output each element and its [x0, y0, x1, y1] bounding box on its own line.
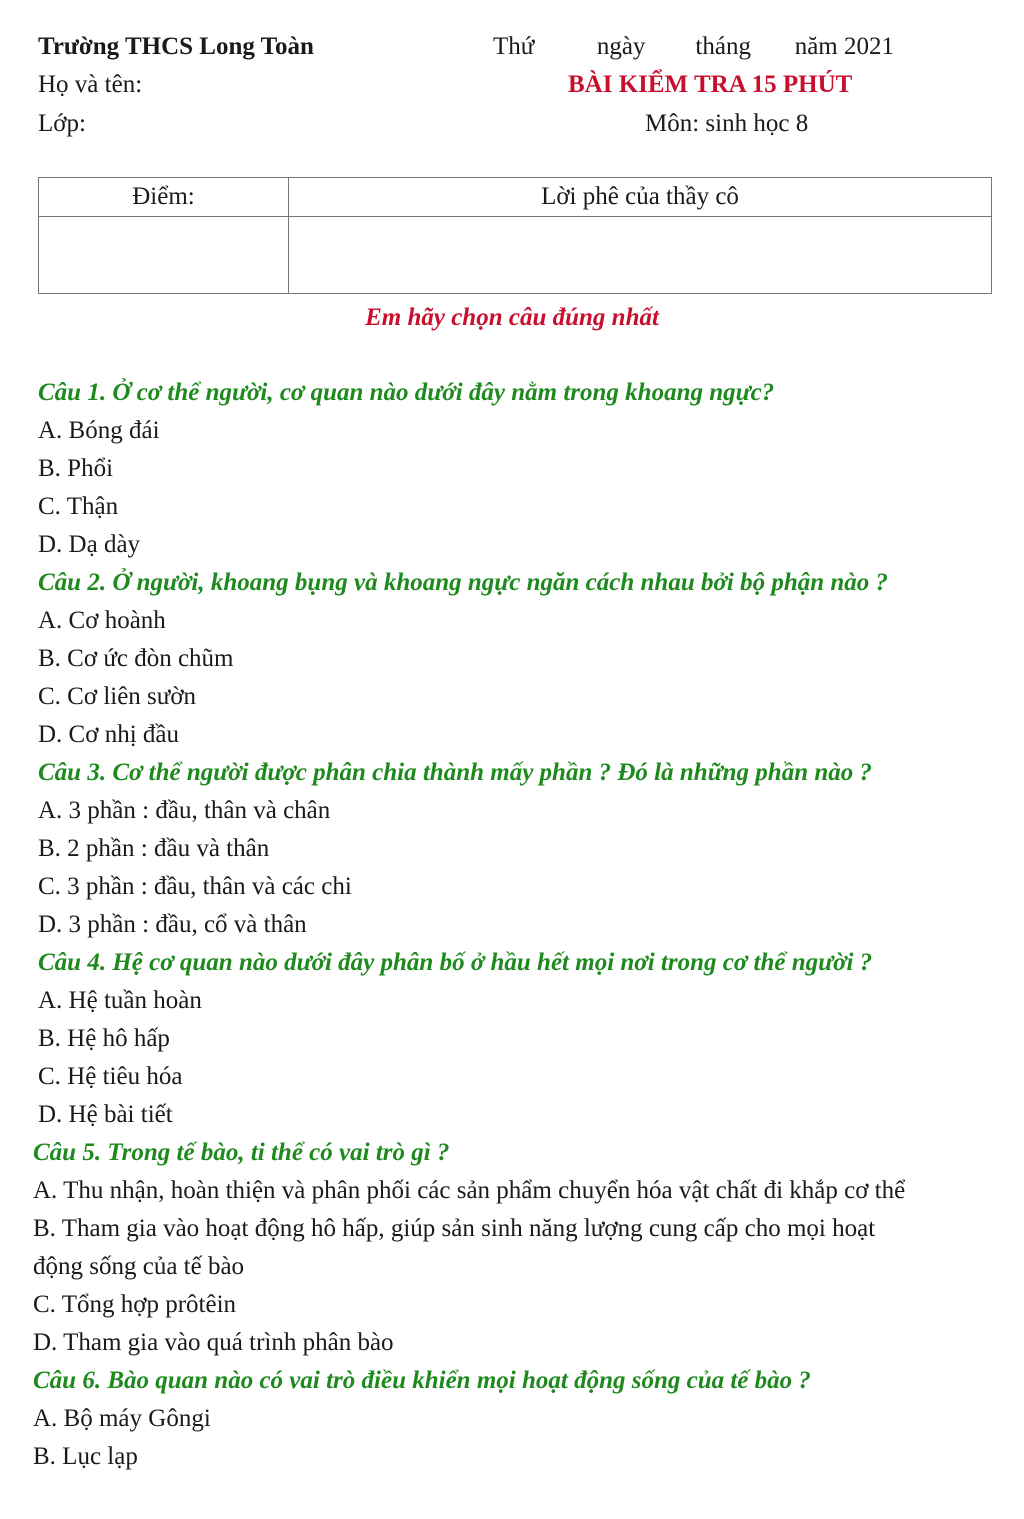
question-text: Câu 4. Hệ cơ quan nào dưới đây phân bố ở hầu hết mọi nơi trong cơ thể người ?	[38, 949, 873, 976]
answer-option: A. Hệ tuần hoàn	[38, 987, 202, 1014]
answer-option: A. Thu nhận, hoàn thiện và phân phối các sản phẩm chuyển hóa vật chất đi khắp cơ thể	[33, 1177, 906, 1204]
answer-option: A. Bộ máy Gôngi	[33, 1405, 211, 1432]
question-block	[38, 754, 1004, 944]
answer-option: B. Lục lạp	[33, 1443, 138, 1470]
grade-table	[38, 177, 992, 294]
question-block	[38, 564, 1004, 754]
question-block	[38, 374, 1004, 564]
answer-option: A. 3 phần : đầu, thân và chân	[38, 797, 331, 824]
question-block	[33, 1362, 1004, 1476]
name-label: Họ và tên:	[38, 71, 143, 98]
instruction: Em hãy chọn câu đúng nhất	[365, 304, 659, 331]
date-line: Thứ ngày tháng năm 2021	[493, 33, 895, 60]
answer-option: D. 3 phần : đầu, cổ và thân	[38, 911, 307, 938]
answer-option-continuation: động sống của tế bào	[33, 1253, 245, 1280]
comment-cell	[289, 217, 992, 294]
question-text: Câu 5. Trong tế bào, ti thể có vai trò gì ?	[33, 1139, 450, 1166]
header-row-1	[38, 28, 998, 66]
grade-table-body	[39, 217, 992, 294]
comment-header: Lời phê của thầy cô	[289, 178, 992, 217]
answer-option: C. Cơ liên sườn	[38, 683, 197, 710]
answer-option: B. Cơ ức đòn chũm	[38, 645, 234, 672]
answer-option: D. Tham gia vào quá trình phân bào	[33, 1329, 394, 1356]
question-text: Câu 3. Cơ thể người được phân chia thành mấy phần ? Đó là những phần nào ?	[38, 759, 873, 786]
answer-option: D. Dạ dày	[38, 531, 141, 558]
answer-option: B. Tham gia vào hoạt động hô hấp, giúp sản sinh năng lượng cung cấp cho mọi hoạt	[33, 1215, 876, 1242]
grade-table-header	[39, 178, 992, 217]
answer-option: B. Phổi	[38, 455, 114, 482]
header-row-2	[38, 66, 998, 104]
score-cell	[39, 217, 289, 294]
answer-option: A. Cơ hoành	[38, 607, 166, 634]
subject-label: Môn: sinh học 8	[645, 110, 809, 137]
score-header: Điểm:	[39, 178, 289, 217]
header-row-3	[38, 105, 998, 143]
answer-option: B. Hệ hô hấp	[38, 1025, 170, 1052]
question-block	[38, 944, 1004, 1134]
question-text: Câu 6. Bào quan nào có vai trò điều khiển mọi hoạt động sống của tế bào ?	[33, 1367, 811, 1394]
class-label: Lớp:	[38, 110, 86, 137]
exam-title: BÀI KIỂM TRA 15 PHÚT	[568, 71, 853, 98]
question-text: Câu 2. Ở người, khoang bụng và khoang ngực ngăn cách nhau bởi bộ phận nào ?	[38, 569, 889, 596]
answer-option: D. Cơ nhị đầu	[38, 721, 179, 748]
answer-option: A. Bóng đái	[38, 417, 160, 444]
school-name: Trường THCS Long Toàn	[38, 33, 314, 60]
question-text: Câu 1. Ở cơ thể người, cơ quan nào dưới đây nằm trong khoang ngực?	[38, 379, 775, 406]
answer-option: B. 2 phần : đầu và thân	[38, 835, 270, 862]
answer-option: C. Hệ tiêu hóa	[38, 1063, 183, 1090]
answer-option: C. 3 phần : đầu, thân và các chi	[38, 873, 352, 900]
answer-option: C. Thận	[38, 493, 119, 520]
answer-option: D. Hệ bài tiết	[38, 1101, 173, 1128]
answer-option: C. Tổng hợp prôtêin	[33, 1291, 237, 1318]
question-block	[33, 1134, 1004, 1362]
quiz	[33, 374, 1004, 1476]
